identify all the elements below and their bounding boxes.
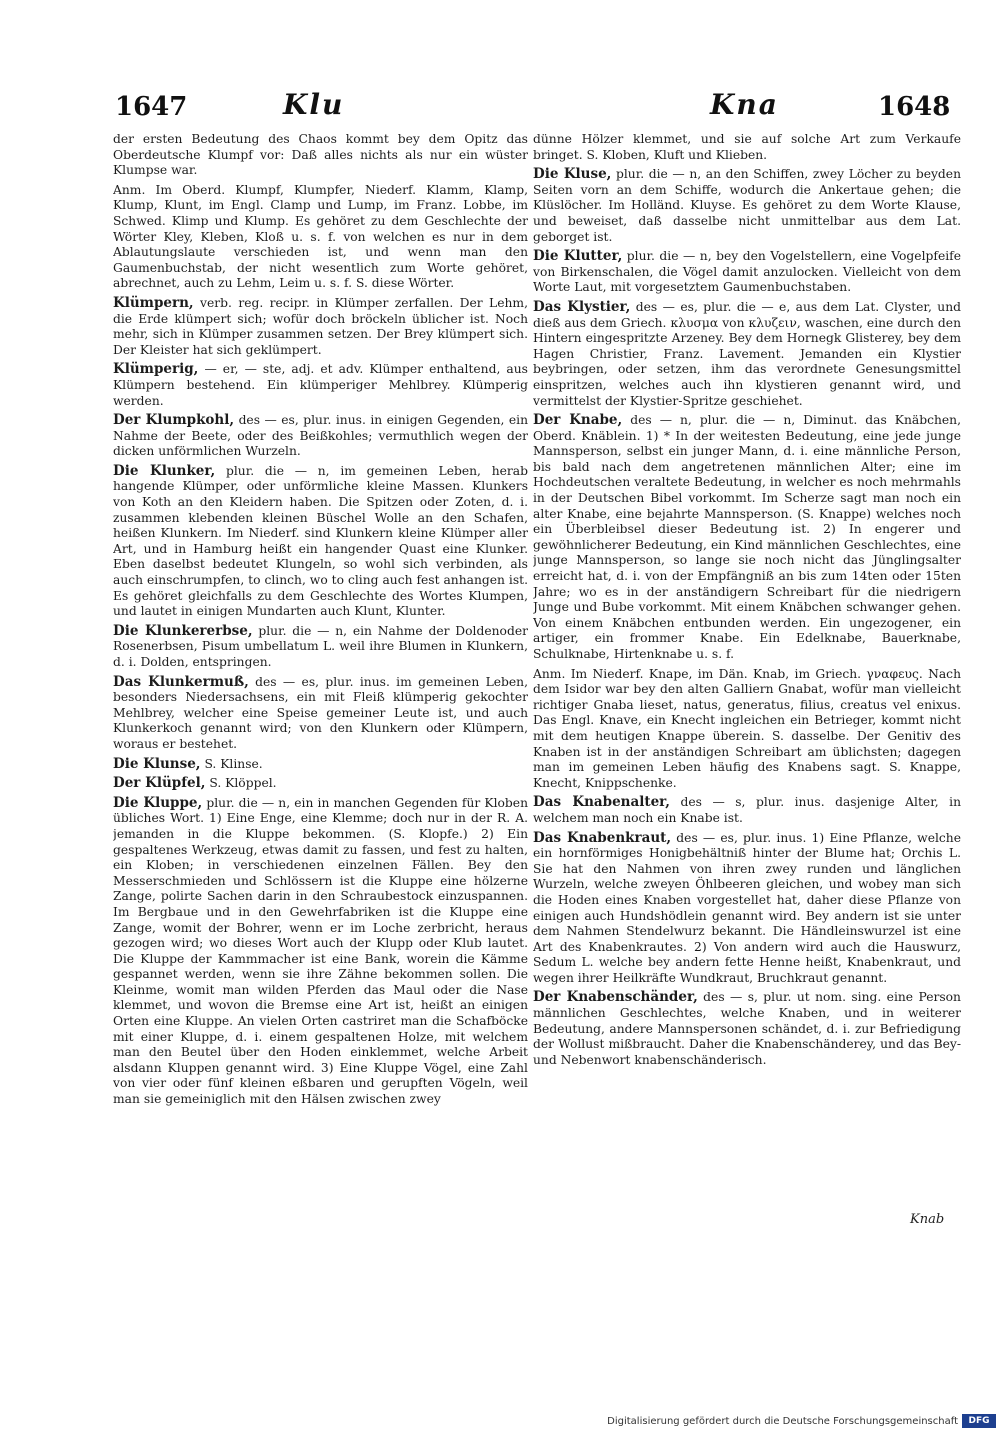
entry-headword: Die Klunkererbse,	[113, 622, 253, 639]
entry-headword: Der Knabe,	[533, 412, 623, 429]
running-head-left: Klu	[283, 88, 345, 121]
entry-text: des — s, plur. ut nom. sing. eine Person männlichen Geschlechtes, welche Knaben, und in weiterer Bedeutung, andere Mannspersonen schändet, d. i. zur Befriedigung der Wollust mißbraucht. Daher die Knabenschänderey, und das Bey- und Nebenwort knabenschänderisch.	[533, 990, 961, 1067]
entry-headword: Die Kluse,	[533, 166, 612, 183]
dictionary-entry	[533, 132, 961, 163]
entry-text: Anm. Im Oberd. Klumpf, Klumpfer, Niederf. Klamm, Klamp, Klump, Klunt, im Engl. Clamp und Lump, im Franz. Lobbe, im Schwed. Klimp und Klump. Es gehöret zu dem Geschlechte der Wörter Kley, Kleben, Kloß u. s. f. von welchen es nur in dem Ablautungslaute verschieden ist, und wenn man den Gaumenbuchstab, der nicht wesentlich zum Worte gehöret, abrechnet, auch zu Lehm, Leim u. s. f. S. diese Wörter.	[113, 182, 528, 291]
catchword: Knab	[910, 1212, 945, 1227]
dictionary-entry	[533, 249, 961, 296]
dictionary-entry	[113, 624, 528, 671]
entry-headword: Klümpern,	[113, 294, 194, 311]
dfg-logo: DFG	[962, 1414, 996, 1428]
page-number-right: 1648	[878, 92, 951, 122]
dictionary-entry	[533, 831, 961, 987]
dictionary-entry	[533, 795, 961, 826]
entry-text: plur. die — n, bey den Vogelstellern, eine Vogelpfeife von Birkenschalen, die Vögel damit anzulocken. Vielleicht von dem Worte Laut, mit vorgesetztem Gaumenbuchstaben.	[533, 249, 961, 295]
dictionary-entry	[113, 464, 528, 620]
entry-text: dünne Hölzer klemmet, und sie auf solche Art zum Verkaufe bringet. S. Kloben, Kluft und Klieben.	[533, 132, 961, 162]
entry-text: Anm. Im Niederf. Knape, im Dän. Knab, im Griech. γναφευς. Nach dem Isidor war bey den alten Galliern Gnabat, wofür man vielleicht richtiger Gnaba lieset, natus, generatus, filius, creatus vel enixus. Das Engl. Knave, ein Knecht ingleichen ein Betrieger, kommt nicht mit dem heutigen Knappe überein. S. dasselbe. Der Genitiv des Knaben ist in der anständigen Schreibart am üblichsten; dagegen man im gemeinen Leben häufig des Knabens sagt. S. Knappe, Knecht, Knippschenke.	[533, 666, 961, 790]
entry-text: des — s, plur. inus. dasjenige Alter, in welchem man noch ein Knabe ist.	[533, 795, 961, 825]
entry-headword: Die Klunker,	[113, 462, 216, 479]
entry-text: plur. die — n, ein Nahme der Doldenoder Rosenerbsen, Pisum umbellatum L. weil ihre Blumen in Klunkern, d. i. Dolden, entspringen.	[113, 623, 528, 669]
entry-headword: Das Klystier,	[533, 298, 631, 315]
dictionary-entry	[113, 796, 528, 1108]
dictionary-entry	[113, 413, 528, 460]
dictionary-entry	[113, 362, 528, 409]
page-number-left: 1647	[115, 92, 188, 122]
entry-text: verb. reg. recipr. in Klümper zerfallen. Der Lehm, die Erde klümpert sich; wofür doch bröckeln üblicher ist. Noch mehr, sich in Klümper zusammen setzen. Der Brey klümpert sich. Der Kleister hat sich geklümpert.	[113, 295, 528, 357]
entry-text: S. Klöppel.	[209, 776, 277, 791]
entry-text: S. Klinse.	[204, 756, 263, 771]
dictionary-entry	[113, 132, 528, 179]
left-column	[113, 132, 528, 1222]
entry-text: plur. die — n, ein in manchen Gegenden für Kloben übliches Wort. 1) Eine Enge, eine Klemme; doch nur in der R. A. jemanden in die Kluppe bekommen. (S. Klopfe.) 2) Ein gespaltenes Werkzeug, etwas damit zu fassen, und fest zu halten, ein Kloben; in verschiedenen einzelnen Fällen. Bey den Messerschmieden und Schlössern ist die Kluppe eine hölzerne Zange, polirte Sachen darin in den Schraubestock einzuspannen. Im Bergbaue und in den Gewehrfabriken ist die Kluppe eine Zange, womit der Bohrer, wenn er im Loche zerbricht, heraus gezogen wird; wo dieses Wort auch der Klupp oder Klub lautet. Die Kluppe der Kammmacher ist eine Bank, worein die Kämme gespannet werden, wenn sie ihre Zähne bekommen sollen. Die Kleinme, womit man wilden Pferden das Maul oder die Nase klemmet, und wovon die Bremse eine Art ist, heißt an einigen Orten eine Kluppe. An vielen Orten castriret man die Schafböcke mit einer Kluppe, d. i. einem gespaltenen Holze, mit welchem man den Beutel über den Hoden einklemmet, welche Arbeit alsdann Kluppen genannt wird. 3) Eine Kluppe Vögel, eine Zahl von vier oder fünf kleinen eßbaren und gerupften Vögeln, weil man sie gemeiniglich mit den Hälsen zwischen zwey	[113, 795, 528, 1107]
entry-text: des — es, plur. inus. 1) Eine Pflanze, welche ein hornförmiges Honigbehältniß hinter der Blume hat; Orchis L. Sie hat den Nahmen von ihren zwey runden und länglichen Wurzeln, welche zweyen Öhlbeeren gleichen, und wobey man sich die Hoden eines Knaben vorgestellet hat, daher diese Pflanze von einigen auch Hundshödlein genannt wird. Bey andern ist sie unter dem Nahmen Stendelwurz bekannt. Die Händleinswurzel ist eine Art des Knabenkrautes. 2) Von andern wird auch die Hauswurz, Sedum L. welche bey andern fette Henne heißt, Knabenkraut, und wegen ihrer Heilkräfte Wundkraut, Bruchkraut genannt.	[533, 830, 961, 985]
entry-headword: Die Klutter,	[533, 248, 623, 265]
entry-text: plur. die — n, im gemeinen Leben, herab hangende Klümper, oder unförmliche kleine Massen. Klunkers von Koth an den Kleidern haben. Die Spitzen oder Zoten, d. i. zusammen klebenden kleinen Büschel Wolle an den Schafen, heißen Klunkern. Im Niederf. sind Klunkern kleine Klümper aller Art, und in Hamburg heißt ein hangender Quast eine Klunker. Eben daselbst bedeutet Klungeln, so wohl sich verbinden, als auch einschrumpfen, to clinch, wo to cling auch fest anhangen ist. Es gehöret gleichfalls zu dem Geschlechte des Wortes Klumpen, und lautet in einigen Mundarten auch Klunt, Klunter.	[113, 463, 528, 619]
entry-headword: Die Klunse,	[113, 755, 201, 772]
entry-text: des — es, plur. die — e, aus dem Lat. Clyster, und dieß aus dem Griech. κλυσμα von κλυζειν, waschen, eine durch den Hintern eingespritzte Arzeney. Bey dem Hornegk Glisterey, bey dem Hagen Christier, Franz. Lavement. Jemanden ein Klystier beybringen, oder setzen, ihm das verordnete Genesungsmittel einspritzen, welches auch ihn klystieren genannt wird, und vermittelst der Klystier-Spritze geschiehet.	[533, 299, 961, 408]
entry-headword: Der Klumpkohl,	[113, 412, 235, 429]
dictionary-entry	[533, 667, 961, 792]
footer-credit: Digitalisierung gefördert durch die Deutsche Forschungsgemeinschaft	[607, 1416, 958, 1427]
dictionary-entry	[533, 167, 961, 245]
entry-headword: Das Klunkermuß,	[113, 673, 249, 690]
entry-headword: Der Klüpfel,	[113, 775, 206, 792]
footer	[0, 1412, 1000, 1432]
entry-text: plur. die — n, an den Schiffen, zwey Löcher zu beyden Seiten vorn an dem Schiffe, wodurch die Ankertaue gehen; die Klüslöcher. Im Holländ. Kluyse. Es gehöret zu dem Worte Klause, und beweiset, daß dasselbe nicht unmittelbar aus dem Lat. geborget ist.	[533, 167, 961, 244]
dictionary-entry	[113, 183, 528, 292]
entry-headword: Das Knabenalter,	[533, 794, 671, 811]
dictionary-entry	[113, 757, 528, 773]
entry-headword: Klümperig,	[113, 361, 199, 378]
dictionary-entry	[533, 990, 961, 1068]
dictionary-entry	[113, 776, 528, 792]
entry-text: des — es, plur. inus. im gemeinen Leben, besonders Niedersachsens, ein mit Fleiß klümperig gekochter Mehlbrey, welcher eine Speise gemeiner Leute ist, und auch Klunkerkoch genannt wird; von den Klunkern oder Klümpern, woraus er bestehet.	[113, 674, 528, 751]
entry-headword: Der Knabenschänder,	[533, 989, 698, 1006]
dictionary-entry	[113, 675, 528, 753]
entry-text: des — n, plur. die — n, Diminut. das Knäbchen, Oberd. Knäblein. 1) * In der weitesten Bedeutung, eine jede junge Mannsperson, selbst ein junger Mann, d. i. eine männliche Person, bis bald nach dem angetretenen männlichen Alter; eine im Hochdeutschen veraltete Bedeutung, in welcher es noch mehrmahls in der Deutschen Bibel vorkommt. Im Scherze sagt man noch ein alter Knabe, eine bejahrte Mannsperson. (S. Knappe) welches noch ein Überbleibsel dieser Bedeutung ist. 2) In engerer und gewöhnlicherer Bedeutung, ein Kind männlichen Geschlechtes, eine junge Mannsperson, so lange sie noch nicht das Jünglingsalter erreicht hat, d. i. von der Empfängniß an bis zum 14ten oder 15ten Jahre; wo es in der anständigern Schreibart für die niedrigern Junge und Bube vorkommt. Mit einem Knäbchen schwanger gehen. Von einem Knäbchen entbunden werden. Ein ungezogener, ein artiger, ein frommer Knabe. Ein Edelknabe, Bauerknabe, Schulknabe, Hirtenknabe u. s. f.	[533, 413, 961, 661]
entry-text: — er, — ste, adj. et adv. Klümper enthaltend, aus Klümpern bestehend. Ein klümperiger Mehlbrey. Klümperig werden.	[113, 362, 528, 408]
entry-text: der ersten Bedeutung des Chaos kommt bey dem Opitz das Oberdeutsche Klumpf vor: Daß alles nichts als nur ein wüster Klumpse war.	[113, 132, 528, 178]
dictionary-entry	[113, 296, 528, 358]
entry-headword: Die Kluppe,	[113, 794, 203, 811]
entry-headword: Das Knabenkraut,	[533, 829, 672, 846]
entry-text: des — es, plur. inus. in einigen Gegenden, ein Nahme der Beete, oder des Beißkohles; vermuthlich wegen der dicken unförmlichen Wurzeln.	[113, 413, 528, 459]
page-header	[0, 82, 1000, 132]
running-head-right: Kna	[710, 88, 779, 121]
dictionary-entry	[533, 413, 961, 663]
right-column	[533, 132, 961, 1222]
dictionary-entry	[533, 300, 961, 409]
